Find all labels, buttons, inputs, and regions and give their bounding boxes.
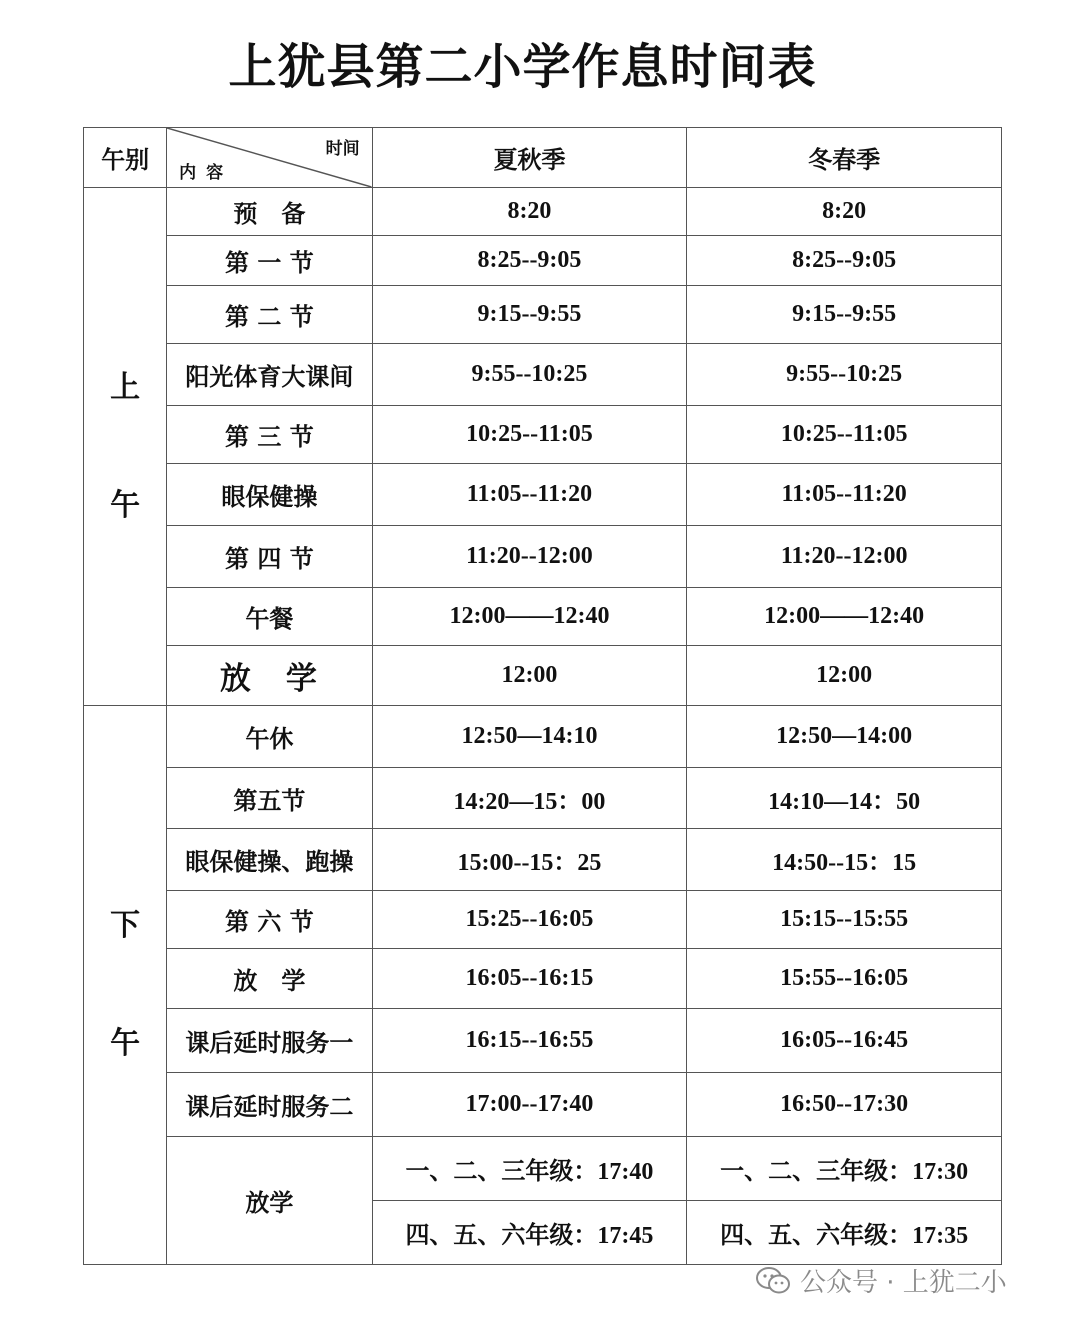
time-cell: 一、二、三年级：17:40: [372, 1137, 687, 1201]
item-cell: 放学: [167, 1137, 372, 1265]
time-cell: 12:00——12:40: [372, 588, 687, 646]
time-cell: 15:55--16:05: [687, 949, 1002, 1009]
item-cell: 午餐: [167, 588, 372, 646]
item-cell: 放 学: [167, 949, 372, 1009]
item-cell: 第 六 节: [167, 891, 372, 949]
item-cell: 预 备: [167, 188, 372, 236]
time-cell: 9:15--9:55: [687, 286, 1002, 344]
table-row: [84, 706, 1002, 768]
table-row: [84, 344, 1002, 406]
table-row: [84, 1073, 1002, 1137]
item-cell: 眼保健操: [167, 464, 372, 526]
time-cell: 一、二、三年级：17:30: [687, 1137, 1002, 1201]
wechat-icon: [756, 1267, 790, 1295]
item-cell: 眼保健操、跑操: [167, 829, 372, 891]
item-cell: 课后延时服务一: [167, 1009, 372, 1073]
item-cell: 课后延时服务二: [167, 1073, 372, 1137]
schedule-table: [83, 127, 1002, 1265]
season-header-1: 夏秋季: [372, 128, 687, 188]
time-cell: 15:15--15:55: [687, 891, 1002, 949]
time-cell: 12:50—14:10: [372, 706, 687, 768]
table-row: [84, 646, 1002, 706]
time-cell: 12:00——12:40: [687, 588, 1002, 646]
time-cell: 10:25--11:05: [372, 406, 687, 464]
item-cell: 阳光体育大课间: [167, 344, 372, 406]
time-cell: 17:00--17:40: [372, 1073, 687, 1137]
table-row: [84, 1009, 1002, 1073]
period-afternoon: 下 午: [84, 706, 167, 1265]
time-cell: 11:05--11:20: [687, 464, 1002, 526]
table-row: [84, 1137, 1002, 1201]
diagonal-header: [167, 128, 372, 188]
time-cell: 四、五、六年级：17:35: [687, 1201, 1002, 1265]
time-cell: 15:00--15：25: [372, 829, 687, 891]
season-header-2: 冬春季: [687, 128, 1002, 188]
period-header: 午别: [84, 128, 167, 188]
time-cell: 8:25--9:05: [372, 236, 687, 286]
table-row: [84, 949, 1002, 1009]
item-cell: 第 一 节: [167, 236, 372, 286]
time-cell: 12:00: [372, 646, 687, 706]
time-cell: 9:55--10:25: [687, 344, 1002, 406]
time-cell: 11:20--12:00: [372, 526, 687, 588]
time-cell: 8:20: [372, 188, 687, 236]
period-morning: 上 午: [84, 188, 167, 706]
table-row: [84, 236, 1002, 286]
time-cell: 8:25--9:05: [687, 236, 1002, 286]
table-row: [84, 286, 1002, 344]
table-row: [84, 829, 1002, 891]
time-cell: 四、五、六年级：17:45: [372, 1201, 687, 1265]
table-row: [84, 406, 1002, 464]
time-cell: 10:25--11:05: [687, 406, 1002, 464]
time-cell: 15:25--16:05: [372, 891, 687, 949]
time-cell: 16:05--16:15: [372, 949, 687, 1009]
time-cell: 14:50--15：15: [687, 829, 1002, 891]
diag-content-label: 内容: [179, 163, 234, 183]
time-cell: 8:20: [687, 188, 1002, 236]
time-cell: 16:05--16:45: [687, 1009, 1002, 1073]
table-row: [84, 768, 1002, 829]
time-cell: 11:05--11:20: [372, 464, 687, 526]
time-cell: 9:15--9:55: [372, 286, 687, 344]
item-cell: 第 四 节: [167, 526, 372, 588]
time-cell: 11:20--12:00: [687, 526, 1002, 588]
table-row: [84, 526, 1002, 588]
header-row: [84, 128, 1002, 188]
time-cell: 16:50--17:30: [687, 1073, 1002, 1137]
watermark: [756, 1262, 1007, 1299]
table-row: [84, 464, 1002, 526]
item-cell: 第 二 节: [167, 286, 372, 344]
time-cell: 9:55--10:25: [372, 344, 687, 406]
table-row: [84, 188, 1002, 236]
watermark-text: 公众号 · 上犹二小: [800, 1268, 1007, 1298]
item-cell: 午休: [167, 706, 372, 768]
page-title: 上犹县第二小学作息时间表: [228, 39, 817, 95]
item-cell: 放 学: [167, 646, 372, 706]
time-cell: 12:50—14:00: [687, 706, 1002, 768]
time-cell: 14:10—14：50: [687, 768, 1002, 829]
time-cell: 12:00: [687, 646, 1002, 706]
time-cell: 14:20—15：00: [372, 768, 687, 829]
table-row: [84, 891, 1002, 949]
item-cell: 第 三 节: [167, 406, 372, 464]
time-cell: 16:15--16:55: [372, 1009, 687, 1073]
table-row: [84, 588, 1002, 646]
diag-time-label: 时间: [325, 139, 360, 159]
item-cell: 第五节: [167, 768, 372, 829]
